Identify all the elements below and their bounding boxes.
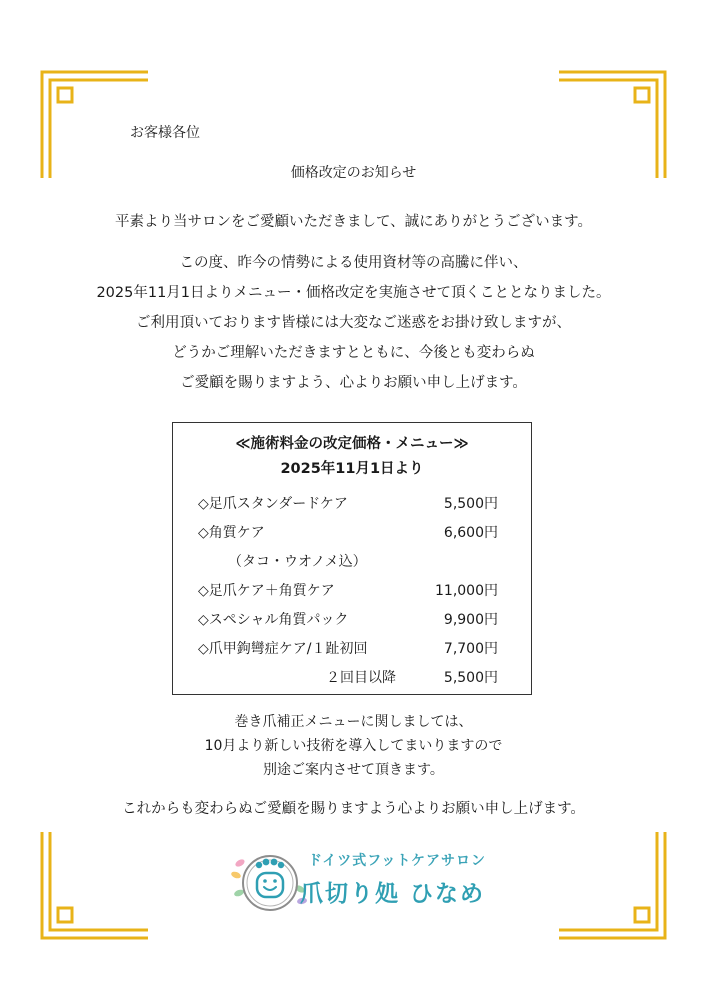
menu-row [198, 522, 498, 551]
menu-item-price: 5,500円 [443, 670, 498, 686]
gold-corner-ornament-bottom-right [557, 830, 667, 940]
menu-item-price: 5,500円 [443, 496, 498, 512]
announcement-body [0, 248, 707, 398]
ingrown-nail-notice [0, 710, 707, 782]
menu-item-price: 7,700円 [443, 641, 498, 657]
gold-corner-ornament-bottom-left [40, 830, 150, 940]
menu-row [198, 551, 498, 580]
effective-date: 2025年11月1日より [280, 461, 424, 477]
body-line: ご愛顧を賜りますよう、心よりお願い申し上げます。 [180, 375, 527, 391]
menu-item-price: 11,000円 [435, 583, 498, 599]
menu-row [198, 638, 498, 667]
body-line: 2025年11月1日よりメニュー・価格改定を実施させて頂くこととなりました。 [96, 285, 611, 301]
closing-remark: これからも変わらぬご愛顧を賜りますよう心よりお願い申し上げます。 [122, 801, 585, 817]
price-list-title: ≪施術料金の改定価格・メニュー≫ [235, 436, 469, 452]
menu-item-label: ◇スペシャル角質パック [198, 612, 349, 628]
menu-item-label: ◇足爪ケア＋角質ケア [198, 583, 335, 599]
notice-title: 価格改定のお知らせ [290, 165, 417, 181]
logo-salon-name: 爪切り処 ひなめ [300, 881, 486, 907]
menu-row [198, 609, 498, 638]
salutation: お客様各位 [130, 125, 200, 141]
notice-line: 巻き爪補正メニューに関しましては、 [234, 714, 473, 730]
menu-item-label: ２回目以降 [326, 670, 396, 686]
menu-row [198, 580, 498, 609]
menu-list [198, 493, 498, 696]
logo-tagline: ドイツ式フットケアサロン [308, 853, 487, 869]
menu-item-label: ◇角質ケア [198, 525, 265, 541]
smiling-foot-logo-icon [230, 845, 308, 921]
menu-item-price: 6,600円 [443, 525, 498, 541]
body-line: この度、昨今の情勢による使用資材等の高騰に伴い、 [179, 255, 528, 271]
body-line: どうかご理解いただきますとともに、今後とも変わらぬ [172, 345, 535, 361]
menu-row [198, 493, 498, 522]
menu-item-note: （タコ・ウオノメ込） [228, 554, 367, 570]
price-list-box [172, 422, 532, 695]
menu-row [198, 667, 498, 696]
notice-line: 別途ご案内させて頂きます。 [263, 762, 444, 778]
greeting-text: 平素より当サロンをご愛顧いただきまして、誠にありがとうございます。 [114, 214, 593, 230]
salon-logo [210, 842, 510, 922]
body-line: ご利用頂いております皆様には大変なご迷惑をお掛け致しますが、 [136, 315, 571, 331]
menu-item-price: 9,900円 [443, 612, 498, 628]
notice-line: 10月より新しい技術を導入してまいりますので [204, 738, 503, 754]
menu-item-label: ◇爪甲鉤彎症ケア/１趾初回 [198, 641, 368, 657]
menu-item-label: ◇足爪スタンダードケア [198, 496, 348, 512]
